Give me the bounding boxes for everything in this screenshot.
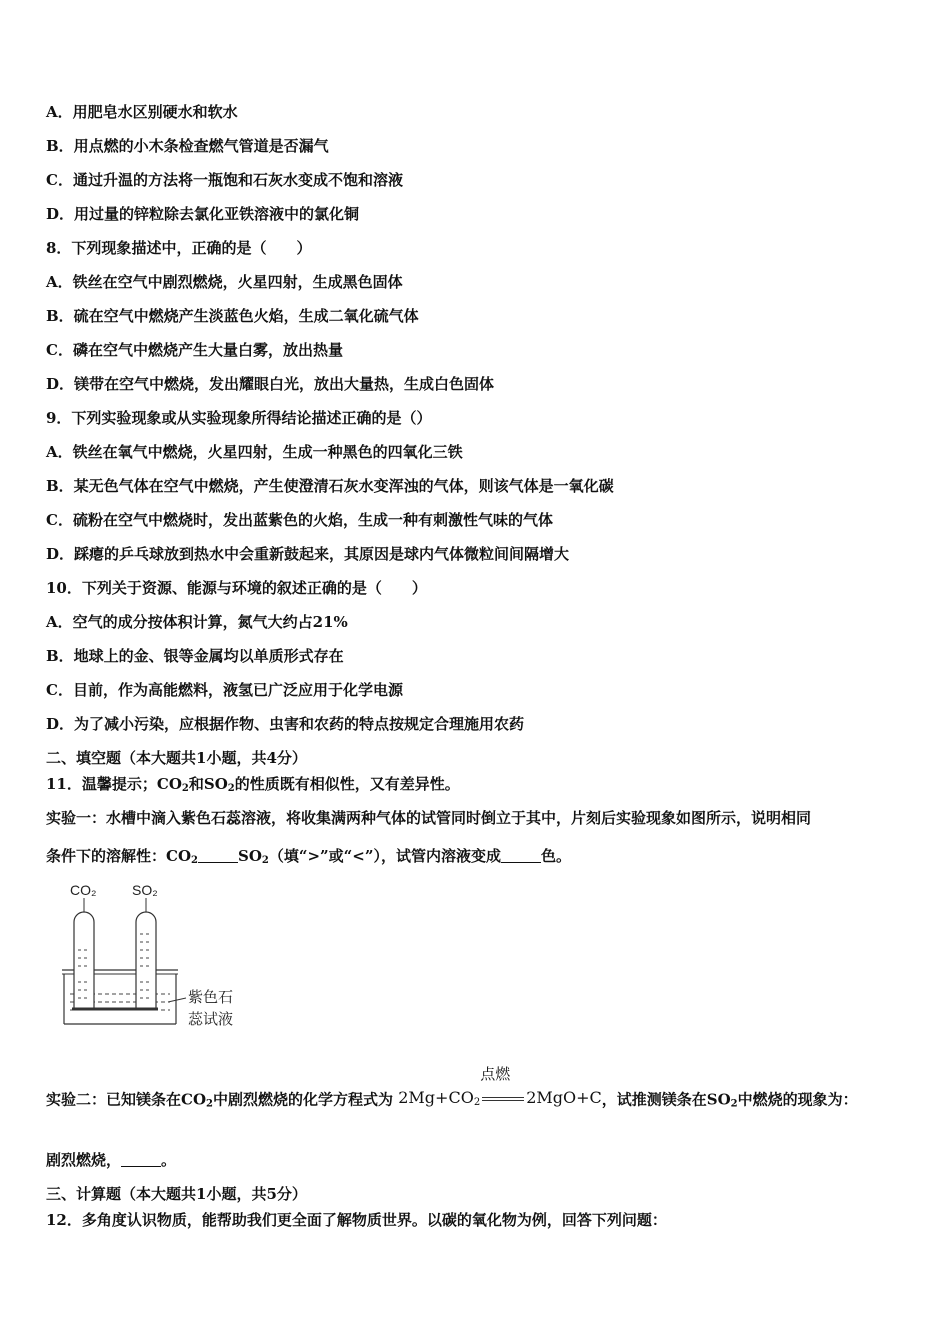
q8-stem: 8．下列现象描述中，正确的是（ ）	[46, 239, 312, 257]
litmus-label-line-1: 紫色石	[188, 988, 234, 1006]
chemical-equation: 点燃 $2Mg+CO_2$ 2MgO+C	[398, 1065, 602, 1108]
q8-option-c: C．磷在空气中燃烧产生大量白雾，放出热量	[46, 341, 343, 359]
q9-option-b: B．某无色气体在空气中燃烧，产生使澄清石灰水变浑浊的气体，则该气体是一氧化碳	[46, 477, 614, 495]
q9-option-a: A．铁丝在氧气中燃烧，火星四射，生成一种黑色的四氧化三铁	[46, 443, 463, 461]
q9-option-d: D．踩瘪的乒乓球放到热水中会重新鼓起来，其原因是球内气体微粒间间隔增大	[46, 545, 570, 563]
q7-option-d: D．用过量的锌粒除去氯化亚铁溶液中的氯化铜	[46, 205, 360, 223]
answer-blank[interactable]	[198, 848, 238, 863]
reaction-condition: 点燃	[480, 1065, 511, 1083]
q9-option-c: C．硫粉在空气中燃烧时，发出蓝紫色的火焰，生成一种有刺激性气味的气体	[46, 511, 553, 529]
test-tube-experiment-figure	[56, 878, 256, 1033]
q11-experiment-1-line-1: 实验一：水槽中滴入紫色石蕊溶液，将收集满两种气体的试管同时倒立于其中，片刻后实验现象如图所示，说明相同	[46, 809, 812, 827]
q11-stem: 11．温馨提示；$CO_2$和$SO_2$的性质既有相似性，又有差异性。	[46, 775, 460, 794]
q8-option-a: A．铁丝在空气中剧烈燃烧，火星四射，生成黑色固体	[46, 273, 403, 291]
q8-option-b: B．硫在空气中燃烧产生淡蓝色火焰，生成二氧化硫气体	[46, 307, 419, 325]
q11-experiment-1-line-2: 条件下的溶解性：$CO_2$ $SO_2$（填“>”或“<”），试管内溶液变成 色。	[46, 847, 572, 866]
equation-equals-sign	[482, 1097, 524, 1101]
q8-option-d: D．镁带在空气中燃烧，发出耀眼白光，放出大量热，生成白色固体	[46, 375, 495, 393]
q9-stem: 9．下列实验现象或从实验现象所得结论描述正确的是（）	[46, 409, 432, 427]
q11-experiment-2-line-2: 剧烈燃烧， 。	[46, 1151, 177, 1169]
litmus-label-line-2: 蕊试液	[188, 1010, 234, 1028]
answer-blank[interactable]	[121, 1152, 161, 1167]
section-heading-calculation: 三、计算题（本大题共1小题，共5分）	[46, 1185, 307, 1203]
q10-stem: 10．下列关于资源、能源与环境的叙述正确的是（ ）	[46, 579, 427, 597]
so2-label: SO₂	[132, 882, 158, 898]
q10-option-a: A．空气的成分按体积计算，氮气大约占21%	[46, 613, 348, 631]
section-heading-fill-in: 二、填空题（本大题共1小题，共4分）	[46, 749, 307, 767]
q10-option-c: C．目前，作为高能燃料，液氢已广泛应用于化学电源	[46, 681, 403, 699]
q10-option-d: D．为了减小污染，应根据作物、虫害和农药的特点按规定合理施用农药	[46, 715, 525, 733]
so2-test-tube	[136, 912, 156, 1008]
q7-option-a: A．用肥皂水区别硬水和软水	[46, 103, 238, 121]
q10-option-b: B．地球上的金、银等金属均以单质形式存在	[46, 647, 344, 665]
q11-experiment-2-line-1: 实验二：已知镁条在$CO_2$中剧烈燃烧的化学方程式为 点燃 $2Mg+CO_2$ 2MgO+C，试推测镁条在$SO_2$中燃烧的现象为：	[46, 1088, 858, 1115]
co2-label: CO₂	[70, 882, 97, 898]
q12-stem: 12．多角度认识物质，能帮助我们更全面了解物质世界。以碳的氧化物为例，回答下列问题：	[46, 1211, 667, 1229]
q7-option-c: C．通过升温的方法将一瓶饱和石灰水变成不饱和溶液	[46, 171, 403, 189]
co2-test-tube	[74, 912, 94, 1008]
q7-option-b: B．用点燃的小木条检查燃气管道是否漏气	[46, 137, 329, 155]
answer-blank[interactable]	[501, 848, 541, 863]
